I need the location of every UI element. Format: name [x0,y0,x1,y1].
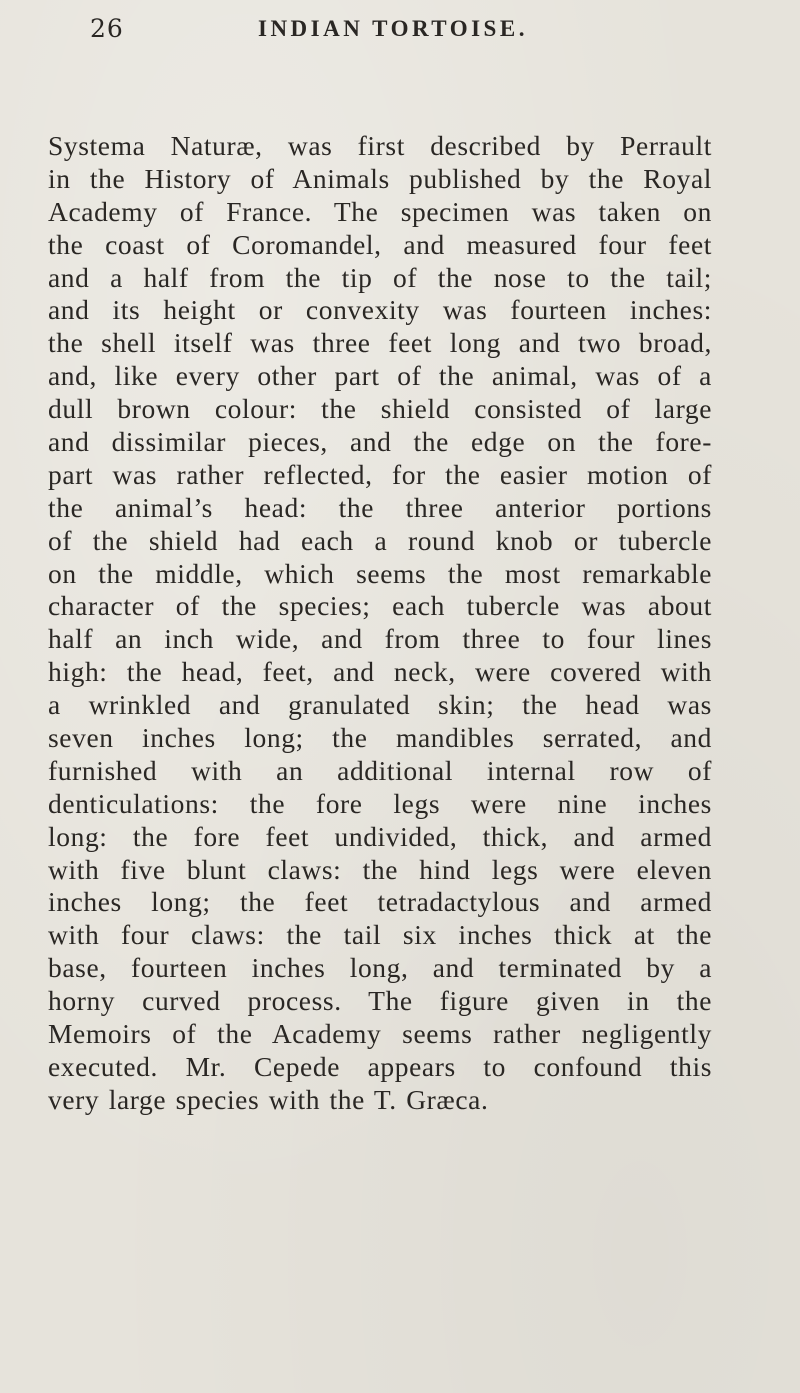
text-line: long: the fore feet undivided, thick, and armed [48,820,712,852]
running-title: INDIAN TORTOISE. [258,16,528,41]
text-line: and dissimilar pieces, and the edge on the fore- [48,426,712,458]
text-line: and a half from the tip of the nose to the tail; [48,261,712,293]
text-line: furnished with an additional internal row of [48,754,712,786]
text-line: Academy of France. The specimen was taken on [48,195,712,227]
text-line: and, like every other part of the animal, was of a [48,360,712,392]
text-line: seven inches long; the mandibles serrated, and [48,722,712,754]
text-line: executed. Mr. Cepede appears to confound this [48,1050,712,1082]
text-line: horny curved process. The figure given in the [48,985,712,1017]
text-line: denticulations: the fore legs were nine inches [48,787,712,819]
text-line: a wrinkled and granulated skin; the head was [48,689,712,721]
text-line: of the shield had each a round knob or tubercle [48,524,712,556]
text-line: high: the head, feet, and neck, were covered with [48,656,712,688]
body-paragraph [48,130,712,1117]
text-line: dull brown colour: the shield consisted of large [48,393,712,425]
text-line: the shell itself was three feet long and two broad, [48,327,712,359]
text-line: and its height or convexity was fourteen inches: [48,294,712,326]
text-line: part was rather reflected, for the easier motion of [48,458,712,490]
text-line: with four claws: the tail six inches thick at the [48,919,712,951]
text-line: Memoirs of the Academy seems rather negligently [48,1018,712,1050]
text-line: character of the species; each tubercle was about [48,590,712,622]
text-line: in the History of Animals published by the Royal [48,162,712,194]
text-line: Systema Naturæ, was first described by Perrault [48,130,712,161]
text-line: with five blunt claws: the hind legs were eleven [48,853,712,885]
text-line: half an inch wide, and from three to four lines [48,623,712,655]
page-number: 26 [90,14,124,43]
page-header [90,14,770,54]
text-line: on the middle, which seems the most remarkable [48,557,712,589]
text-line: the animal’s head: the three anterior portions [48,491,712,523]
text-line: base, fourteen inches long, and terminated by a [48,952,712,984]
text-line: inches long; the feet tetradactylous and armed [48,886,712,918]
text-line: the coast of Coromandel, and measured four feet [48,228,712,260]
text-line: very large species with the T. Græca. [48,1083,489,1115]
